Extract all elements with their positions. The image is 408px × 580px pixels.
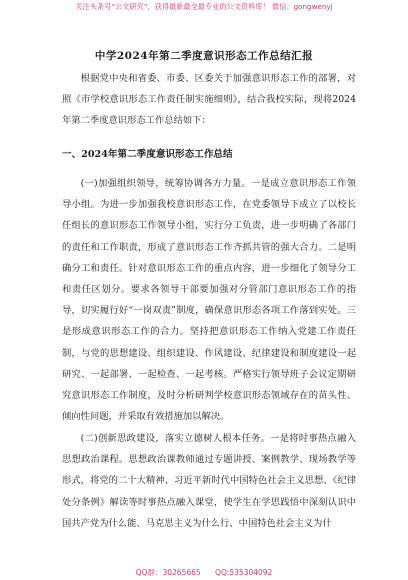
body-paragraph-1: (一)加强组织领导，统筹协调各方力量。一是成立意识形态工作领导小组。为进一步加强我校意识形态工作，在党委领导下成立了以校长任组长的意识形态工作领导小组，实行分工负责，进一步明确了各部门的责任和工作职责，形成了意识形态工作齐抓共管的强大合力。二是明确分工和责任。针对意识形态工作的重点内容，进一步细化了领导分工和责任区划分。要求各领导干部要加强对分管部门意识形态工作的指导，切实履行好“一岗双责”制度，确保意识形态各项工作落到实处。三是形成意识形态工作的合力。坚持把意识形态工作纳入党建工作责任制，与党的思想建设、组织建设、作风建设、纪律建设和制度建设一起研究、一起部署、一起检查、一起考核。严格实行领导班子会议定期研究意识形态工作制度，及时分析研判学校意识形态领域存在的苗头性、倾向性问题，并采取有效措施加以解决。 — [62, 178, 356, 423]
qq-group-label: QQ群：30265665 — [135, 568, 201, 577]
top-promo-banner: 关注头条号“公文研究”，获得最新最全最专业的公文资料库！ 微信：gongwenyj — [75, 2, 333, 11]
intro-paragraph: 根据党中央和省委、市委、区委关于加强意识形态工作的部署，对照《市学校意识形态工作责任制实施细则》，结合我校实际，现将2024年第二季度意识形态工作总结如下： — [62, 73, 356, 127]
bottom-contact-banner — [0, 566, 408, 580]
body-paragraph-2: (二)创新思政建设，落实立德树人根本任务。一是将时事热点融入思想政治课程。思想政治课教师通过专题讲授、案例教学、现场教学等形式，将党的二十大精神、习近平新时代中国特色社会主义思想、《纪律处分条例》解读等时事热点融入课堂，使学生在学思践悟中深刻认识中国共产党为什么能、马克思主义为什么行、中国特色社会主义为什 — [62, 433, 356, 529]
document-title: 中学2024年第二季度意识形态工作总结汇报 — [94, 50, 314, 62]
qq-number-label: QQ:535304092 — [215, 568, 273, 577]
section-heading: 一、2024年第二季度意识形态工作总结 — [62, 149, 233, 160]
